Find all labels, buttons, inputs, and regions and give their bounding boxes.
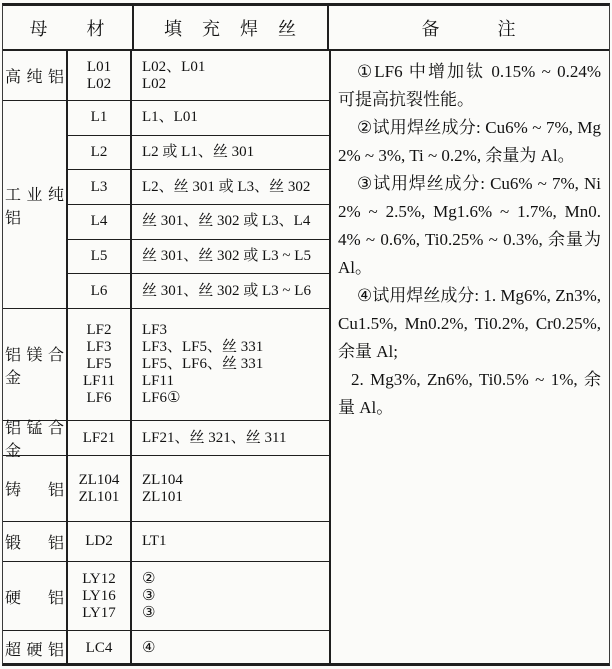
material-group-row (3, 100, 329, 308)
header-base-material: 母 材 (3, 6, 134, 49)
table-row (68, 239, 329, 274)
material-group-row (3, 51, 329, 100)
filler-wire-cell (132, 101, 329, 135)
filler-wire-label: 丝 301、丝 302 或 L3 ~ L5 (142, 248, 311, 265)
grade-label: ZL101 (78, 488, 120, 505)
header-filler-wire: 填 充 焊 丝 (134, 6, 329, 49)
table-row (68, 522, 329, 561)
grade-cell (68, 456, 132, 521)
group-name-label: 铸铝 (5, 482, 64, 499)
group-subrows (68, 522, 329, 561)
grade-label: LF3 (86, 339, 112, 355)
group-name-label: 超硬铝 (5, 642, 64, 659)
grade-label: L4 (90, 213, 108, 230)
group-name-label: 铝镁合金 (5, 346, 64, 387)
table-row (68, 135, 329, 170)
grade-label: L5 (90, 248, 108, 265)
table-body-left (3, 51, 331, 663)
filler-wire-cell (132, 522, 329, 561)
group-name-label: 高纯铝 (5, 69, 64, 86)
filler-wire-cell (132, 274, 329, 308)
group-name-label: 工业纯铝 (5, 186, 64, 227)
table-row (68, 51, 329, 100)
grade-cell (68, 170, 132, 204)
table-body (3, 51, 609, 663)
grade-label: L3 (90, 178, 108, 195)
grade-label: L1 (90, 109, 108, 126)
filler-wire-label: LF6① (142, 390, 181, 406)
filler-wire-cell (132, 421, 329, 455)
material-group-row (3, 630, 329, 666)
grade-cell (68, 51, 132, 100)
table-header-row (3, 6, 609, 51)
grade-label: LF11 (83, 373, 115, 389)
filler-wire-label: ③ (142, 587, 156, 604)
material-group-row (3, 308, 329, 420)
table-row (68, 421, 329, 455)
grade-label: LD2 (85, 533, 113, 549)
grade-label: LY17 (82, 604, 116, 621)
grade-label: L02 (86, 75, 112, 92)
grade-label: LF5 (86, 356, 112, 372)
grade-cell (68, 101, 132, 135)
filler-wire-label: L2、丝 301 或 L3、丝 302 (142, 178, 311, 195)
filler-wire-label: ZL104 (142, 471, 183, 488)
grade-label: ZL104 (78, 471, 120, 488)
table-row (68, 562, 329, 630)
group-name-cell (3, 101, 68, 308)
filler-wire-cell (132, 631, 329, 666)
group-subrows (68, 309, 329, 420)
filler-wire-label: ③ (142, 604, 156, 621)
group-name-cell (3, 309, 68, 420)
material-group-row (3, 420, 329, 460)
grade-label: L6 (90, 282, 108, 299)
grade-cell (68, 205, 132, 239)
table-row (68, 273, 329, 308)
filler-wire-label: LF3 (142, 322, 168, 338)
grade-label: LF21 (82, 429, 116, 446)
grade-label: LY16 (82, 587, 116, 604)
material-group-row (3, 455, 329, 521)
filler-wire-label: ZL101 (142, 488, 183, 505)
filler-wire-cell (132, 309, 329, 420)
filler-wire-cell (132, 51, 329, 100)
filler-wire-label: LF5、LF6、丝 331 (142, 356, 264, 372)
grade-cell (68, 136, 132, 170)
grade-cell (68, 240, 132, 274)
filler-wire-cell (132, 205, 329, 239)
group-subrows (68, 421, 329, 455)
remark-paragraph: 2. Mg3%, Zn6%, Ti0.5% ~ 1%, 余量 Al。 (338, 370, 601, 417)
filler-wire-cell (132, 170, 329, 204)
filler-wire-label: LF21、丝 321、丝 311 (142, 429, 287, 446)
filler-wire-cell (132, 240, 329, 274)
group-subrows (68, 51, 329, 100)
header-remarks: 备 注 (421, 18, 517, 39)
grade-label: L2 (90, 144, 108, 160)
table-row (68, 204, 329, 239)
remark-paragraph: ③试用焊丝成分: Cu6% ~ 7%, Ni 2% ~ 2.5%, Mg1.6% ~ 1.7%, Mn0.4% ~ 0.6%, Ti0.25% ~ 0.3%, 余量为 Al。 (338, 174, 601, 277)
table-row (68, 169, 329, 204)
material-group-row (3, 561, 329, 630)
group-subrows (68, 456, 329, 521)
filler-wire-label: L02 (142, 75, 167, 92)
filler-wire-label: LF11 (142, 373, 174, 389)
filler-wire-label: ④ (142, 640, 156, 656)
filler-wire-label: 丝 301、丝 302 或 L3 ~ L6 (142, 282, 311, 299)
group-name-cell (3, 51, 68, 100)
remark-paragraph: ②试用焊丝成分: Cu6% ~ 7%, Mg 2% ~ 3%, Ti ~ 0.2%, 余量为 Al。 (338, 118, 601, 165)
grade-label: LF2 (86, 322, 112, 338)
table-row (68, 309, 329, 420)
grade-label: LC4 (85, 640, 113, 656)
remarks-cell (331, 51, 609, 663)
group-subrows (68, 562, 329, 630)
table-row (68, 631, 329, 666)
material-group-row (3, 521, 329, 561)
group-subrows (68, 101, 329, 308)
grade-cell (68, 274, 132, 308)
grade-label: LY12 (82, 570, 116, 587)
group-name-cell (3, 631, 68, 666)
filler-wire-label: ② (142, 570, 156, 587)
welding-material-table (2, 3, 610, 666)
filler-wire-label: L02、L01 (142, 58, 206, 75)
filler-wire-cell (132, 456, 329, 521)
filler-wire-label: L1、L01 (142, 109, 198, 126)
group-name-cell (3, 562, 68, 630)
table-row (68, 101, 329, 135)
grade-cell (68, 421, 132, 455)
remark-paragraph: ④试用焊丝成分: 1. Mg6%, Zn3%, Cu1.5%, Mn0.2%, Ti0.2%, Cr0.25%, 余量 Al; (338, 286, 601, 361)
grade-label: LF6 (86, 390, 112, 406)
grade-label: L01 (86, 58, 112, 75)
group-name-cell (3, 420, 68, 460)
group-subrows (68, 631, 329, 666)
group-name-label: 铝锰合金 (5, 420, 64, 460)
filler-wire-label: LT1 (142, 533, 167, 549)
grade-cell (68, 562, 132, 630)
grade-cell (68, 309, 132, 420)
group-name-cell (3, 522, 68, 561)
group-name-label: 硬铝 (5, 589, 64, 607)
table-row (68, 456, 329, 521)
filler-wire-label: L2 或 L1、丝 301 (142, 144, 255, 160)
group-name-label: 锻铝 (5, 535, 64, 552)
filler-wire-cell (132, 562, 329, 630)
filler-wire-label: 丝 301、丝 302 或 L3、L4 (142, 213, 311, 230)
group-name-cell (3, 456, 68, 521)
remark-paragraph: ①LF6 中增加钛 0.15% ~ 0.24% 可提高抗裂性能。 (338, 62, 601, 109)
grade-cell (68, 522, 132, 561)
filler-wire-cell (132, 136, 329, 170)
grade-cell (68, 631, 132, 666)
filler-wire-label: LF3、LF5、丝 331 (142, 339, 264, 355)
